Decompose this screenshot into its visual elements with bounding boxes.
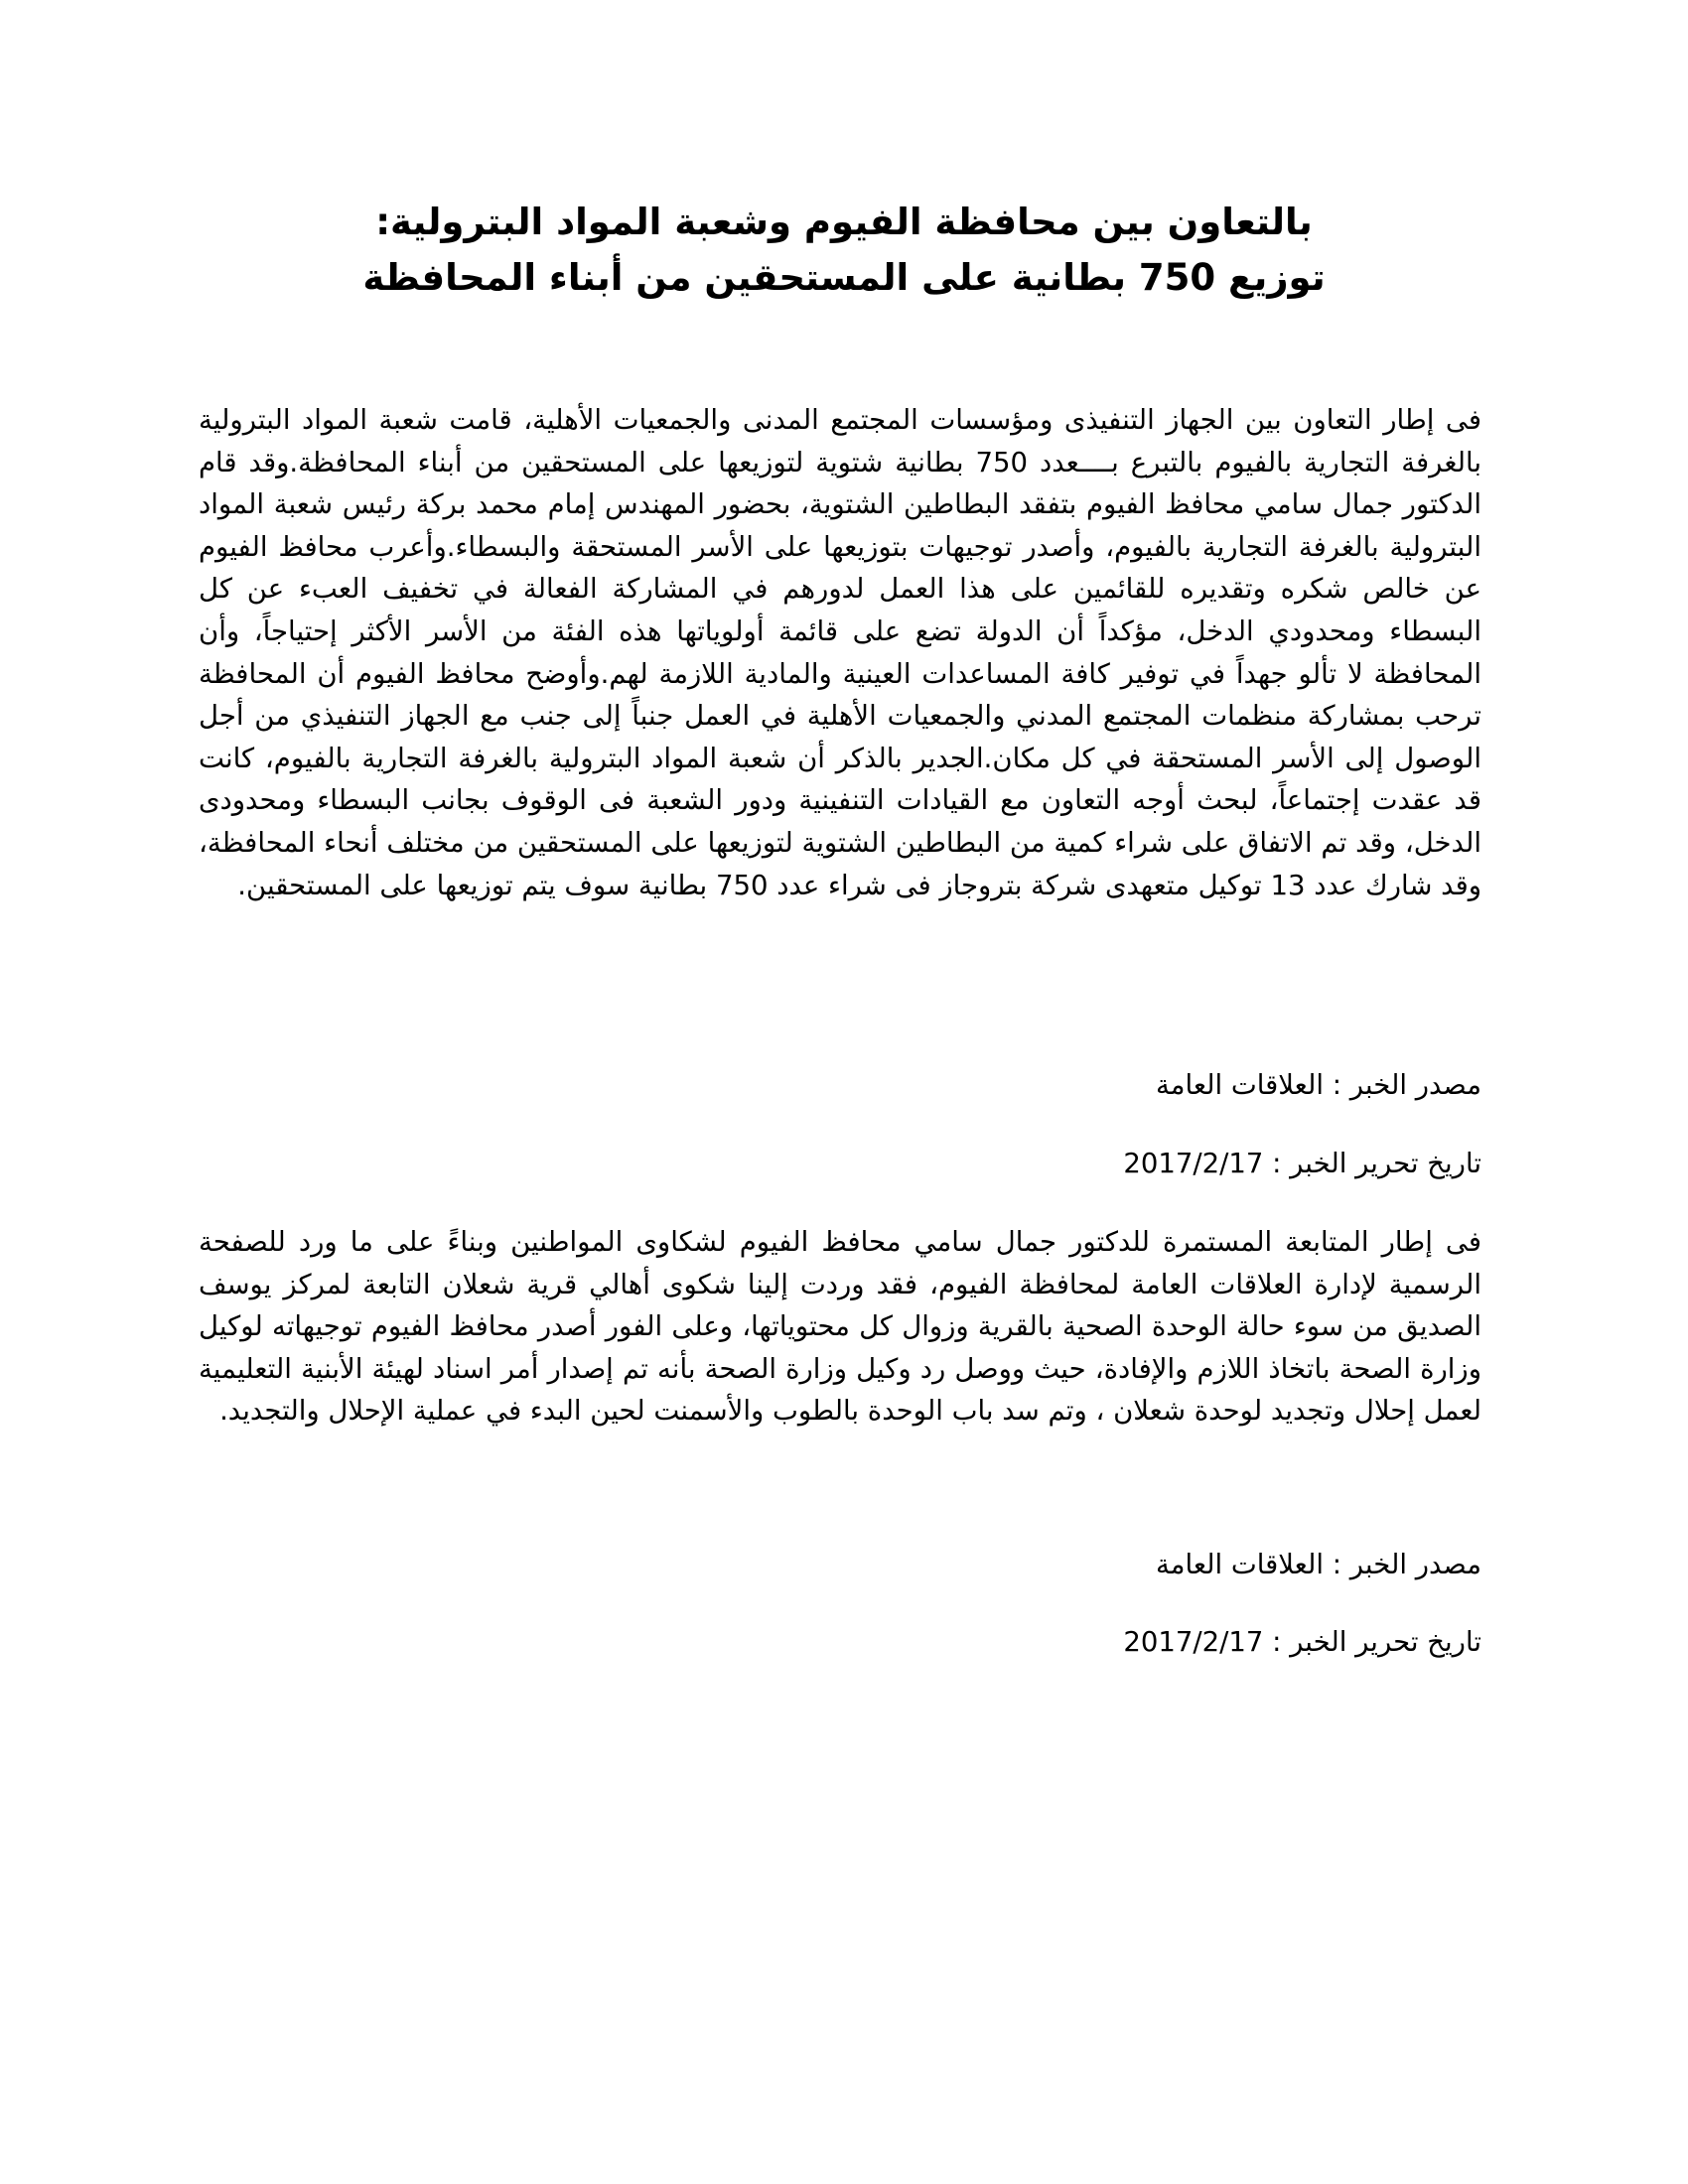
news-source-2: مصدر الخبر : العلاقات العامة	[1155, 1549, 1481, 1580]
news-source-1: مصدر الخبر : العلاقات العامة	[1155, 1069, 1481, 1101]
news-date-2: تاريخ تحرير الخبر : 2017/2/17	[1123, 1626, 1481, 1658]
headline	[199, 195, 1489, 306]
article-body-1: فى إطار التعاون بين الجهاز التنفيذى ومؤسسات المجتمع المدنى والجمعيات الأهلية، قامت شعبة المواد البترولية بالغرفة التجارية بالفيوم بالتبرع بــــعدد 750 بطانية شتوية لتوزيعها على المستحقين من أبناء المحافظة.وقد قام الدكتور جمال سامي محافظ الفيوم بتفقد البطاطين الشتوية، بحضور المهندس إمام محمد بركة رئيس شعبة المواد البترولية بالغرفة التجارية بالفيوم، وأصدر توجيهات بتوزيعها على الأسر المستحقة والبسطاء.وأعرب محافظ الفيوم عن خالص شكره وتقديره للقائمين على هذا العمل لدورهم في المشاركة الفعالة في تخفيف العبء عن كل البسطاء ومحدودي الدخل، مؤكداً أن الدولة تضع على قائمة أولوياتها هذه الفئة من الأسر الأكثر إحتياجاً، وأن المحافظة لا تألو جهداً في توفير كافة المساعدات العينية والمادية اللازمة لهم.وأوضح محافظ الفيوم أن المحافظة ترحب بمشاركة منظمات المجتمع المدني والجمعيات الأهلية في العمل جنباً إلى جنب مع الجهاز التنفيذي من أجل الوصول إلى الأسر المستحقة في كل مكان.الجدير بالذكر أن شعبة المواد البترولية بالغرفة التجارية بالفيوم، كانت قد عقدت إجتماعاً، لبحث أوجه التعاون مع القيادات التنفينية ودور الشعبة فى الوقوف بجانب البسطاء ومحدودى الدخل، وقد تم الاتفاق على شراء كمية من البطاطين الشتوية لتوزيعها على المستحقين من مختلف أنحاء المحافظة، وقد شارك عدد 13 توكيل متعهدى شركة بتروجاز فى شراء عدد 750 بطانية سوف يتم توزيعها على المستحقين.	[199, 404, 1481, 901]
headline-line-1: بالتعاون بين محافظة الفيوم وشعبة المواد البترولية:	[375, 201, 1313, 243]
article-body-2: فى إطار المتابعة المستمرة للدكتور جمال سامي محافظ الفيوم لشكاوى المواطنين وبناءً على ما ورد للصفحة الرسمية لإدارة العلاقات العامة لمحافظة الفيوم، فقد وردت إلينا شكوى أهالي قرية شعلان التابعة لمركز يوسف الصديق من سوء حالة الوحدة الصحية بالقرية وزوال كل محتوياتها، وعلى الفور أصدر محافظ الفيوم توجيهاته لوكيل وزارة الصحة باتخاذ اللازم والإفادة، حيث ووصل رد وكيل وزارة الصحة بأنه تم إصدار أمر اسناد لهيئة الأبنية التعليمية لعمل إحلال وتجديد لوحدة شعلان ، وتم سد باب الوحدة بالطوب والأسمنت لحين البدء في عملية الإحلال والتجديد.	[199, 1226, 1481, 1428]
headline-line-2: توزيع 750 بطانية على المستحقين من أبناء المحافظة	[362, 256, 1326, 299]
news-date-1: تاريخ تحرير الخبر : 2017/2/17	[1123, 1148, 1481, 1179]
